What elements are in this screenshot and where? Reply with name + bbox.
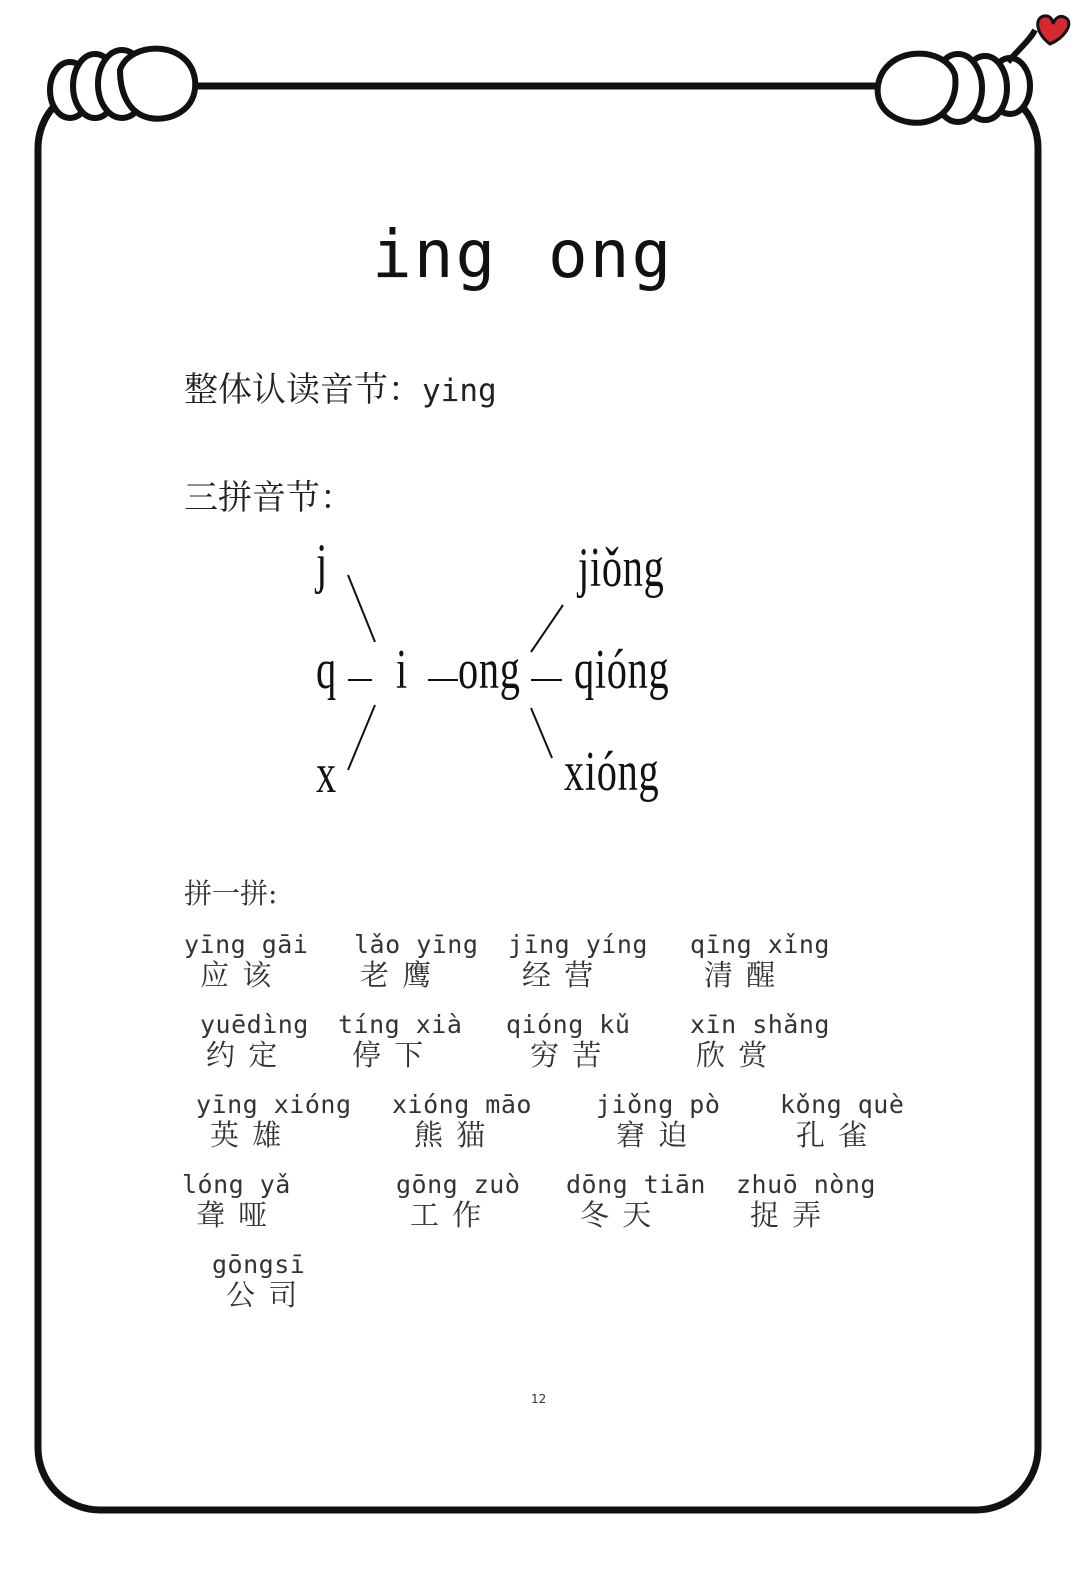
- word-hanzi: 熊 猫: [414, 1118, 488, 1152]
- word-card: [596, 1090, 720, 1154]
- word-hanzi: 停 下: [352, 1038, 426, 1072]
- word-pinyin: jiǒng pò: [596, 1090, 721, 1119]
- word-hanzi: 清 醒: [704, 958, 778, 992]
- word-pinyin: xióng māo: [392, 1090, 532, 1119]
- word-card: [338, 1010, 462, 1074]
- word-card: [184, 930, 308, 994]
- word-pinyin: gōngsī: [212, 1250, 306, 1279]
- word-card: [506, 1010, 630, 1074]
- initial-q: q: [316, 639, 337, 701]
- word-hanzi: 窘 迫: [616, 1118, 690, 1152]
- word-hanzi: 欣 赏: [696, 1038, 770, 1072]
- word-card: [196, 1090, 352, 1154]
- page-number: 12: [531, 1392, 547, 1406]
- result-qiong: qióng: [574, 639, 670, 701]
- word-pinyin: dōng tiān: [566, 1170, 706, 1199]
- word-card: [690, 930, 830, 994]
- word-pinyin: yīng gāi: [184, 930, 309, 959]
- word-pinyin: kǒng què: [780, 1090, 905, 1119]
- left-hand-decoration: [50, 49, 195, 119]
- word-card: [566, 1170, 706, 1234]
- initial-x: x: [316, 743, 337, 805]
- whole-syllable-label: 整体认读音节：: [184, 370, 422, 410]
- word-hanzi: 老 鹰: [360, 958, 434, 992]
- word-pinyin: lóng yǎ: [182, 1170, 291, 1199]
- initial-j: j: [316, 533, 328, 595]
- word-card: [780, 1090, 904, 1154]
- result-jiong: jiǒng: [578, 537, 665, 599]
- word-pinyin: zhuō nòng: [736, 1170, 876, 1199]
- word-hanzi: 公 司: [226, 1278, 300, 1312]
- tri-syllable-label: 三拼音节：: [184, 478, 354, 518]
- word-hanzi: 经 营: [522, 958, 596, 992]
- word-card: [354, 930, 478, 994]
- right-hand-decoration: [878, 30, 1035, 123]
- whole-syllable-line: [184, 362, 497, 411]
- word-hanzi: 应 该: [200, 958, 274, 992]
- word-hanzi: 约 定: [206, 1038, 280, 1072]
- word-card: [392, 1090, 532, 1154]
- word-hanzi: 聋 哑: [196, 1198, 270, 1232]
- word-pinyin: tíng xià: [338, 1010, 463, 1039]
- word-hanzi: 英 雄: [210, 1118, 284, 1152]
- word-hanzi: 孔 雀: [796, 1118, 870, 1152]
- word-card: [396, 1170, 520, 1234]
- word-card: [736, 1170, 876, 1234]
- heart-icon: [1038, 16, 1069, 44]
- word-card: [690, 1010, 830, 1074]
- word-pinyin: yuēdìng: [200, 1010, 309, 1039]
- result-xiong: xióng: [564, 741, 660, 803]
- title-ong: ong: [548, 216, 674, 293]
- word-pinyin: xīn shǎng: [690, 1010, 830, 1039]
- word-card: [200, 1010, 309, 1074]
- word-card: [182, 1170, 291, 1234]
- word-pinyin: qīng xǐng: [690, 930, 830, 959]
- word-pinyin: gōng zuò: [396, 1170, 521, 1199]
- title-ing: ing: [372, 216, 498, 293]
- word-pinyin: qióng kǔ: [506, 1010, 631, 1039]
- word-hanzi: 穷 苦: [530, 1038, 604, 1072]
- word-card: [508, 930, 648, 994]
- word-hanzi: 捉 弄: [750, 1198, 824, 1232]
- practice-label: 拼一拼:: [184, 877, 278, 910]
- word-hanzi: 工 作: [410, 1198, 484, 1232]
- medial-i: i: [396, 639, 408, 701]
- word-hanzi: 冬 天: [580, 1198, 654, 1232]
- final-ong: ong: [458, 639, 521, 701]
- whole-syllable-value: ying: [422, 373, 497, 409]
- word-pinyin: lǎo yīng: [354, 930, 479, 959]
- word-card: [212, 1250, 305, 1314]
- word-pinyin: yīng xióng: [196, 1090, 352, 1119]
- word-pinyin: jīng yíng: [508, 930, 648, 959]
